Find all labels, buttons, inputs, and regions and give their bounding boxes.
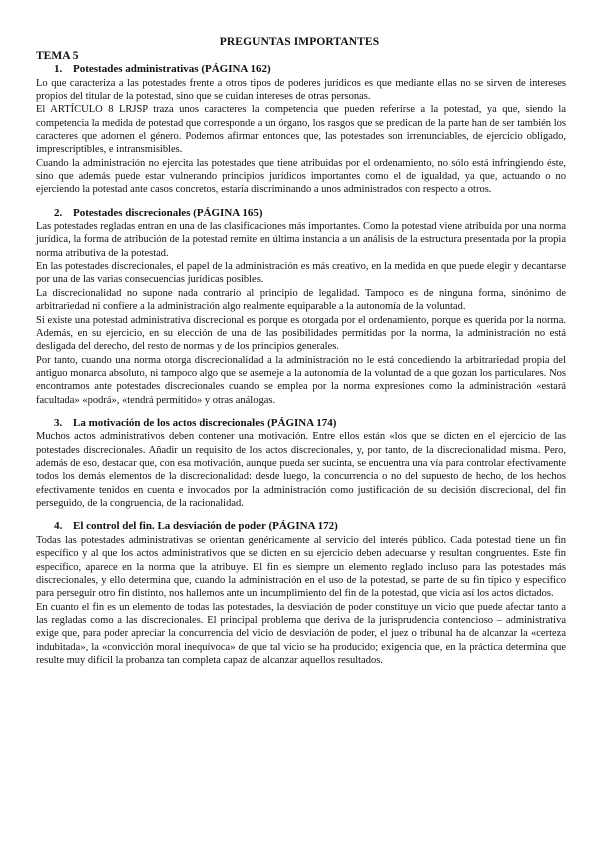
paragraph: Si existe una potestad administrativa discrecional es porque es otorgada por el ordenamiento, porque es querida por la norma. Además, en su ejercicio, en su elección de una de las posibilidades permitidas por la norma, la administración no está desligada del derecho, del resto de normas y de los principios generales. <box>36 314 566 353</box>
document-title: PREGUNTAS IMPORTANTES <box>219 36 380 48</box>
tema-heading: TEMA 5 <box>36 50 79 62</box>
paragraph: Las potestades regladas entran en una de las clasificaciones más importantes. Como la potestad viene atribuida por una norma jurídica, la forma de atribución de la potestad remite en última instancia a un análisis de la estructura presentada por la propia norma atributiva de la potestad. <box>36 221 566 259</box>
paragraph: Todas las potestades administrativas se orientan genéricamente al servicio del interés público. Cada potestad tiene un fin específico y al que los actos administrativos que se dicten en su ejercicio deben adecuarse y resultan congruentes. Este fin específico, aparece en la norma que la atribuye. El fin es siempre un elemento reglado incluso para las potestades más discrecionales, y ello determina que, cuando la administración en el uso de la potestad, se parte de su fin típico y específico para perseguir otro fin distinto, nos hallemos ante un incumplimiento del fin de la potestad, que vicia así los actos dictados. <box>36 534 566 600</box>
section-heading-3 <box>36 417 566 431</box>
paragraph: En cuanto el fin es un elemento de todas las potestades, la desviación de poder constituye un vicio que puede afectar tanto a las regladas como a las discrecionales. El principal problema que deriva de la jurisprudencia contencioso – administrativa exige que, para poder apreciar la concurrencia del vicio de desviación de poder, el juez o tribunal ha de alcanzar la «certeza indubitada», la «convicción moral inequívoca» de que tal vicio se ha producido; exigencia que, en la práctica determina que resulte muy difícil la probanza tan completa capaz de alcanzar aquellos resultados. <box>36 601 566 667</box>
paragraph: El ARTÍCULO 8 LRJSP traza unos caracteres la competencia que pueden referirse a la potestad, ya que, siendo la competencia la medida de potestad que corresponde a un órgano, los rasgos que se predican de la parte han de ser también los caracteres que adornen el género. Podemos afirmar entonces que, las potestades son irrenunciables, de ejercicio obligado, imprescriptibles, e intransmisibles. <box>36 104 566 156</box>
section-title: Potestades discrecionales (PÁGINA 165) <box>73 206 263 219</box>
paragraph: Por tanto, cuando una norma otorga discrecionalidad a la administración no le está concediendo la arbitrariedad propia del antiguo monarca absoluto, ni tampoco algo que se asemeje a la autonomía de la voluntad de a que gozan los particulares. Nos encontramos ante potestades discrecionales cuando se emplea por la norma expresiones como la administración «estará facultada» «podrá», «tendrá permitido» y otras análogas. <box>36 354 566 406</box>
spacer <box>36 510 566 520</box>
section-title: La motivación de los actos discrecionales (PÁGINA 174) <box>73 416 337 429</box>
section-heading-4 <box>36 520 566 534</box>
section-number: 3. <box>54 416 63 429</box>
spacer <box>36 197 566 207</box>
section-title: Potestades administrativas (PÁGINA 162) <box>73 63 271 75</box>
paragraph: Cuando la administración no ejercita las potestades que tiene atribuidas por el ordenamiento, no sólo está infringiendo éste, sino que además puede estar vulnerando principios jurídicos importantes como el de igualdad, ya que, actuando o no ejerciendo la potestad ante casos concretos, estaría discriminando a unos administrados con respecto a otros. <box>36 157 566 196</box>
section-number: 4. <box>54 520 63 533</box>
spacer <box>36 407 566 417</box>
paragraph: La discrecionalidad no supone nada contrario al principio de legalidad. Tampoco es de ninguna forma, sinónimo de arbitrariedad ni confiere a la administración algo realmente equiparable a la autonomía de la voluntad. <box>36 287 566 313</box>
document-body <box>36 50 566 667</box>
section-heading-2 <box>36 207 566 221</box>
section-number: 1. <box>54 63 63 75</box>
paragraph: Lo que caracteriza a las potestades frente a otros tipos de poderes jurídicos es que mediante ellas no se sirven de intereses propios del titular de la potestad, sino que se cuidan intereses de otras personas. <box>36 77 566 102</box>
paragraph: En las potestades discrecionales, el papel de la administración es más creativo, en la medida en que puede elegir y decantarse por una de las varias consecuencias jurídicas posibles. <box>36 261 566 286</box>
section-title: El control del fin. La desviación de poder (PÁGINA 172) <box>73 520 338 533</box>
section-heading-1 <box>36 63 566 77</box>
section-number: 2. <box>54 206 63 219</box>
paragraph: Muchos actos administrativos deben contener una motivación. Entre ellos están «los que se dicten en el ejercicio de las potestades discrecionales. Añadir un requisito de los actos discrecionales, y, por tanto, de la discrecionalidad misma. Pero, además de eso, destacar que, con esa motivación, aunque pueda ser sucinta, se encuentra una vía para controlar efectivamente todos los demás elementos de la discrecionalidad: desde luego, la concurrencia o no del supuesto de hecho, de los hechos efectivamente tenidos en cuenta e invocados por la administración como justificación de su decisión discrecional, del fin perseguido, de la congruencia, de la racionalidad. <box>36 431 566 510</box>
